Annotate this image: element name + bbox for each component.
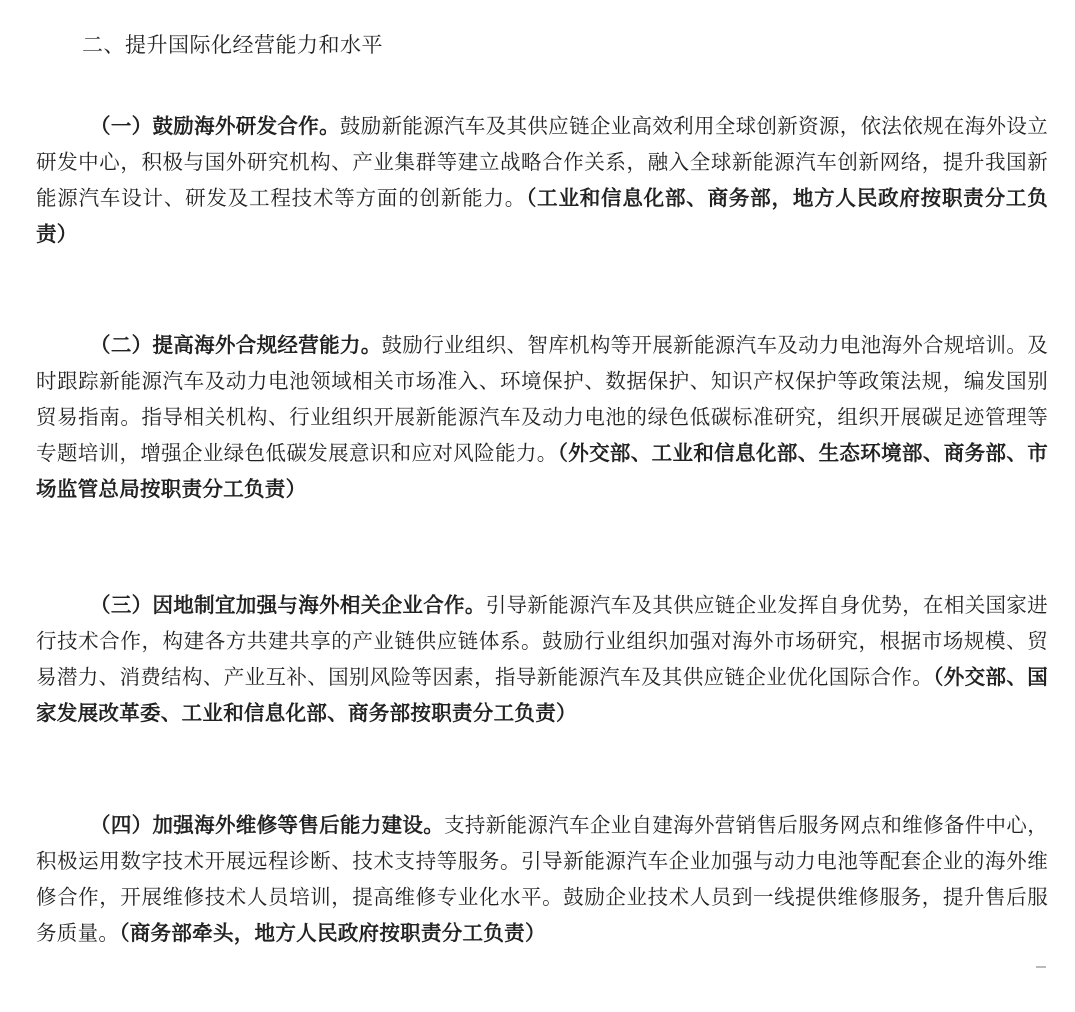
paragraph-body: 引导新能源汽车及其供应链企业发挥自身优势，在相关国家进行技术合作，构建各方共建共享的产业链供应链体系。鼓励行业组织加强对海外市场研究，根据市场规模、贸易潜力、消费结构、产业互补、国别风险等因素，指导新能源汽车及其供应链企业优化国际合作。 [36, 593, 1048, 689]
section-heading: 二、提升国际化经营能力和水平 [82, 33, 383, 57]
paragraph-lead: （三）因地制宜加强与海外相关企业合作。 [90, 593, 486, 617]
paragraph-after-sales [36, 807, 1048, 951]
paragraph-body: 鼓励行业组织、智库机构等开展新能源汽车及动力电池海外合规培训。及时跟踪新能源汽车及动力电池领域相关市场准入、环境保护、数据保护、知识产权保护等政策法规，编发国别贸易指南。指导相关机构、行业组织开展新能源汽车及动力电池的绿色低碳标准研究，组织开展碳足迹管理等专题培训，增强企业绿色低碳发展意识和应对风险能力。 [36, 333, 1048, 465]
paragraph-lead: （二）提高海外合规经营能力。 [90, 333, 382, 357]
paragraph-local-cooperation [36, 587, 1048, 731]
paragraph-lead: （一）鼓励海外研发合作。 [90, 114, 340, 138]
paragraph-compliance [36, 327, 1048, 507]
corner-mark [1036, 966, 1046, 968]
paragraph-lead: （四）加强海外维修等售后能力建设。 [90, 813, 445, 837]
paragraph-responsibility: （外交部、工业和信息化部、生态环境部、商务部、市场监管总局按职责分工负责） [36, 441, 1049, 501]
paragraph-responsibility: （商务部牵头，地方人民政府按职责分工负责） [119, 921, 546, 945]
paragraph-body: 支持新能源汽车企业自建海外营销售后服务网点和维修备件中心，积极运用数字技术开展远程诊断、技术支持等服务。引导新能源汽车企业加强与动力电池等配套企业的海外维修合作，开展维修技术人员培训，提高维修专业化水平。鼓励企业技术人员到一线提供维修服务，提升售后服务质量。 [36, 813, 1048, 945]
paragraph-body: 鼓励新能源汽车及其供应链企业高效利用全球创新资源，依法依规在海外设立研发中心，积极与国外研究机构、产业集群等建立战略合作关系，融入全球新能源汽车创新网络，提升我国新能源汽车设计、研发及工程技术等方面的创新能力。 [36, 114, 1048, 210]
paragraph-responsibility: （工业和信息化部、商务部，地方人民政府按职责分工负责） [36, 186, 1049, 246]
paragraph-responsibility: （外交部、国家发展改革委、工业和信息化部、商务部按职责分工负责） [36, 665, 1048, 725]
paragraph-overseas-rd [36, 108, 1048, 252]
